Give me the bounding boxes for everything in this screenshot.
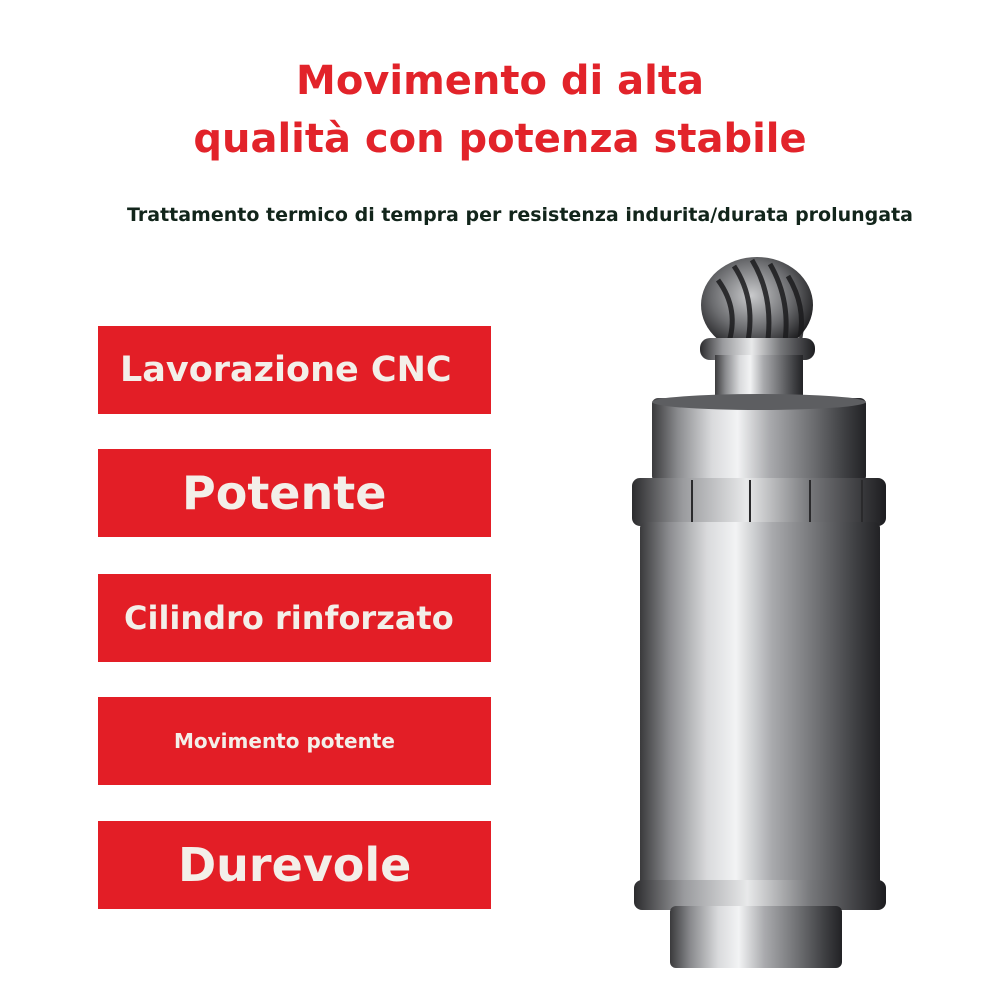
subheadline: Trattamento termico di tempra per resistenza indurita/durata prolungata [127, 204, 913, 226]
feature-label-text: Durevole [178, 838, 412, 892]
feature-label-text: Movimento potente [174, 729, 395, 753]
feature-label-movimento [98, 697, 491, 785]
feature-label-text: Lavorazione CNC [120, 350, 452, 390]
feature-label-cnc [98, 326, 491, 414]
headline [0, 52, 1000, 168]
feature-label-text: Potente [182, 466, 387, 520]
headline-line-2: qualità con potenza stabile [193, 116, 807, 162]
feature-label-durevole [98, 821, 491, 909]
metal-cylinder-motor-image [600, 250, 920, 980]
headline-line-1: Movimento di alta [296, 58, 704, 104]
feature-label-potente [98, 449, 491, 537]
feature-label-text: Cilindro rinforzato [124, 599, 454, 637]
feature-label-cilindro [98, 574, 491, 662]
